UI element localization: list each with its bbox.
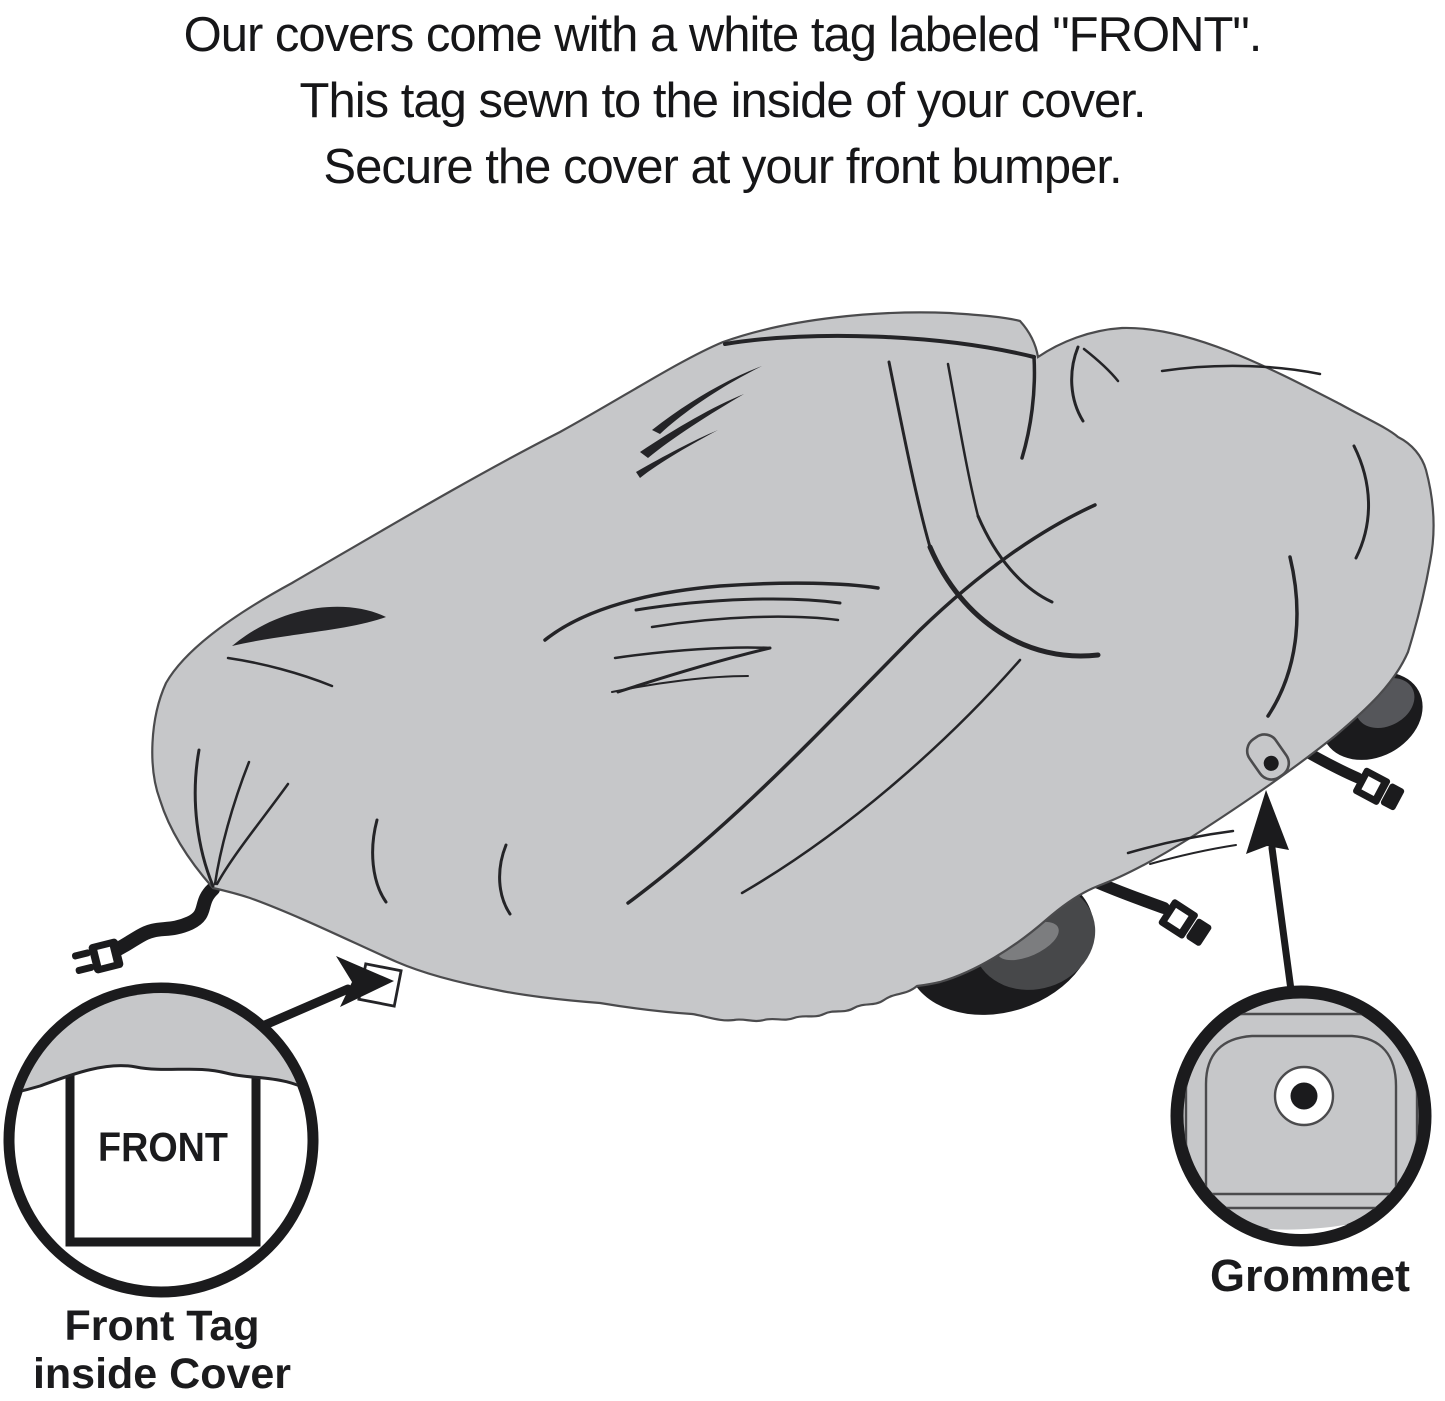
middle-strap-buckle-icon <box>1094 881 1214 949</box>
front-tag-caption <box>2 1302 322 1398</box>
car-cover-icon <box>152 312 1433 1021</box>
front-tag-label: FRONT <box>98 1124 228 1170</box>
front-strap-buckle-icon <box>70 889 213 979</box>
headline-line-2: This tag sewn to the inside of your cover. <box>299 74 1146 128</box>
front-tag-caption-line-1: Front Tag <box>64 1302 260 1350</box>
arrow-to-grommet-icon <box>1246 790 1291 990</box>
front-tag-caption-line-2: inside Cover <box>32 1350 292 1398</box>
headline-line-3: Secure the cover at your front bumper. <box>323 140 1122 194</box>
grommet-caption: Grommet <box>1209 1250 1411 1301</box>
grommet-callout <box>1170 992 1432 1262</box>
headline-line-1: Our covers come with a white tag labeled "FRONT". <box>183 8 1262 62</box>
